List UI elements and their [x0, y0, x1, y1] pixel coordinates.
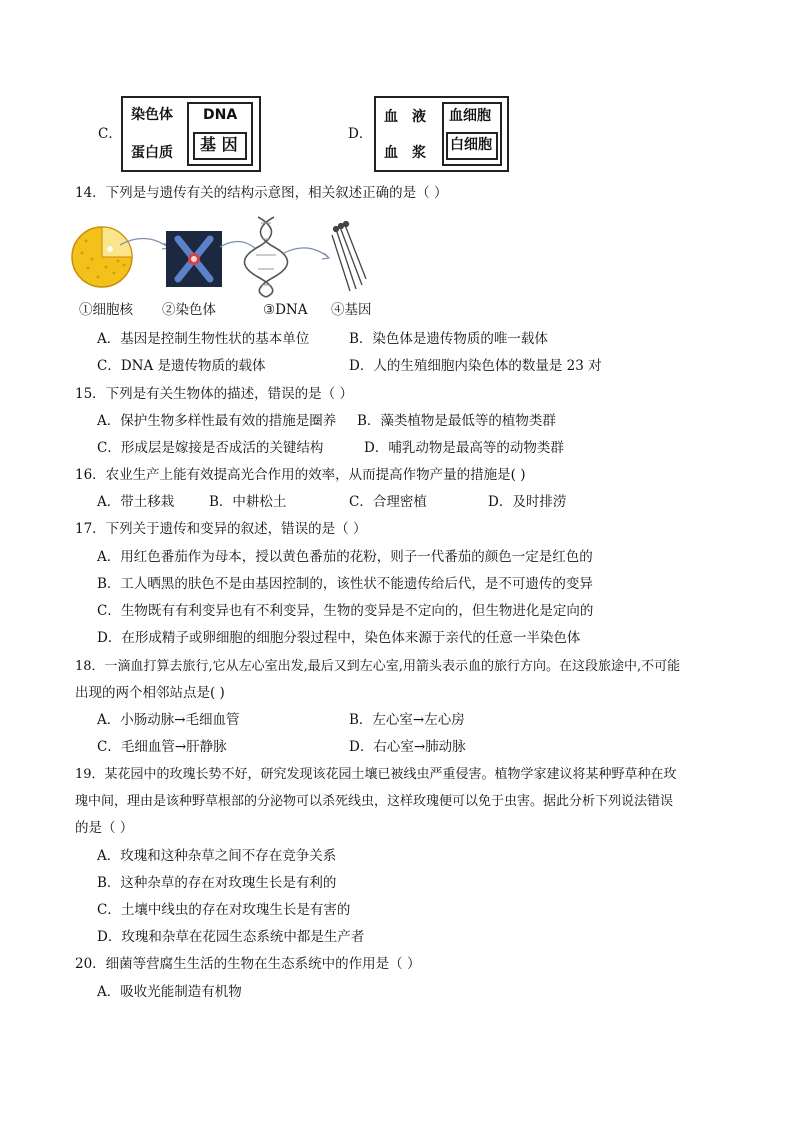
- q13-d-outer-bottom: 血 浆: [384, 145, 426, 161]
- q13-option-c-diagram: [121, 96, 261, 172]
- q14-label-chromosome: ②染色体: [162, 302, 216, 318]
- gene-icon: [332, 222, 366, 292]
- q20-stem: 20．细菌等营腐生生活的生物在生态系统中的作用是（ ）: [75, 956, 421, 972]
- q16-option-a: A．带土移栽: [97, 494, 175, 510]
- q15-stem: 15．下列是有关生物体的描述，错误的是（ ）: [75, 386, 353, 402]
- q14-option-d: D．人的生殖细胞内染色体的数量是 23 对: [349, 358, 602, 374]
- q19-stem-line3: 的是（ ）: [75, 820, 134, 836]
- q15-option-d: D．哺乳动物是最高等的动物类群: [364, 440, 564, 456]
- q13-c-inner-box: [187, 102, 253, 166]
- q13-c-outer-bottom: 蛋白质: [131, 145, 173, 161]
- q13-d-innermost-text: 白细胞: [450, 137, 492, 153]
- q19-option-a: A．玫瑰和这种杂草之间不存在竞争关系: [97, 848, 337, 864]
- q20-option-a: A．吸收光能制造有机物: [97, 984, 242, 1000]
- q14-label-gene: ④基因: [331, 302, 372, 318]
- q14-label-dna: ③DNA: [263, 302, 308, 318]
- cell-nucleus-icon: [72, 227, 132, 287]
- q14-option-a: A．基因是控制生物性状的基本单位: [97, 331, 310, 347]
- chromosome-icon: [166, 231, 222, 287]
- q16-stem: 16．农业生产上能有效提高光合作用的效率，从而提高作物产量的措施是( ): [75, 467, 526, 483]
- q16-option-d: D．及时排涝: [488, 494, 567, 510]
- q13-c-inner-top: DNA: [203, 107, 238, 123]
- q18-stem-line1: 18．一滴血打算去旅行,它从左心室出发,最后又到左心室,用箭头表示血的旅行方向。在这段旅途中,不可能: [75, 659, 681, 674]
- q13-d-innermost-box: [446, 132, 498, 160]
- q13-c-outer-top: 染色体: [131, 107, 173, 123]
- q14-label-nucleus: ①细胞核: [79, 302, 133, 318]
- q18-option-c: C．毛细血管→肝静脉: [97, 739, 227, 755]
- q17-option-a: A．用红色番茄作为母本，授以黄色番茄的花粉，则子一代番茄的颜色一定是红色的: [97, 549, 593, 565]
- q13-d-outer-top: 血 液: [384, 109, 426, 125]
- q14-stem: 14．下列是与遗传有关的结构示意图，相关叙述正确的是（ ）: [75, 185, 448, 201]
- q16-option-b: B．中耕松土: [209, 494, 287, 510]
- dna-helix-icon: [245, 217, 288, 297]
- q17-option-b: B．工人晒黑的肤色不是由基因控制的，该性状不能遗传给后代，是不可遗传的变异: [97, 576, 593, 592]
- q13-option-d-letter: D．: [348, 126, 373, 142]
- q13-d-inner-top: 血细胞: [449, 108, 491, 124]
- q14-option-c: C．DNA 是遗传物质的载体: [97, 358, 266, 374]
- q13-d-inner-box: [442, 102, 502, 166]
- q16-option-c: C．合理密植: [349, 494, 427, 510]
- q19-option-c: C．土壤中线虫的存在对玫瑰生长是有害的: [97, 902, 351, 918]
- q18-option-a: A．小肠动脉→毛细血管: [97, 712, 240, 728]
- q18-option-d: D．右心室→肺动脉: [349, 739, 466, 755]
- q14-genetics-figure: [70, 213, 370, 298]
- arrow-2-icon: [220, 241, 256, 249]
- q17-stem: 17．下列关于遗传和变异的叙述，错误的是（ ）: [75, 521, 367, 537]
- q19-option-d: D．玫瑰和杂草在花园生态系统中都是生产者: [97, 929, 365, 945]
- q13-c-innermost-box: [193, 132, 247, 160]
- q18-stem-line2: 出现的两个相邻站点是( ): [75, 685, 225, 701]
- q13-option-d-diagram: [374, 96, 509, 172]
- q17-option-c: C．生物既有有利变异也有不利变异，生物的变异是不定向的，但生物进化是定向的: [97, 603, 594, 619]
- q15-option-c: C．形成层是嫁接是否成活的关键结构: [97, 440, 324, 456]
- q19-stem-line2: 瑰中间，理由是该种野草根部的分泌物可以杀死线虫，这样玫瑰便可以免于虫害。据此分析下列说法错误: [75, 794, 674, 809]
- q13-option-c-letter: C．: [98, 126, 122, 142]
- q19-stem-line1: 19．某花园中的玫瑰长势不好，研究发现该花园土壤已被线虫严重侵害。植物学家建议将某种野草种在玫: [75, 767, 677, 782]
- q19-option-b: B．这种杂草的存在对玫瑰生长是有利的: [97, 875, 337, 891]
- q18-option-b: B．左心室→左心房: [349, 712, 465, 728]
- q15-option-a: A．保护生物多样性最有效的措施是圈养: [97, 413, 337, 429]
- q15-option-b: B．藻类植物是最低等的植物类群: [357, 413, 556, 429]
- q13-c-innermost-text: 基 因: [200, 135, 238, 154]
- q14-option-b: B．染色体是遗传物质的唯一载体: [349, 331, 548, 347]
- q17-option-d: D．在形成精子或卵细胞的细胞分裂过程中，染色体来源于亲代的任意一半染色体: [97, 630, 581, 646]
- arrow-3-icon: [284, 248, 328, 257]
